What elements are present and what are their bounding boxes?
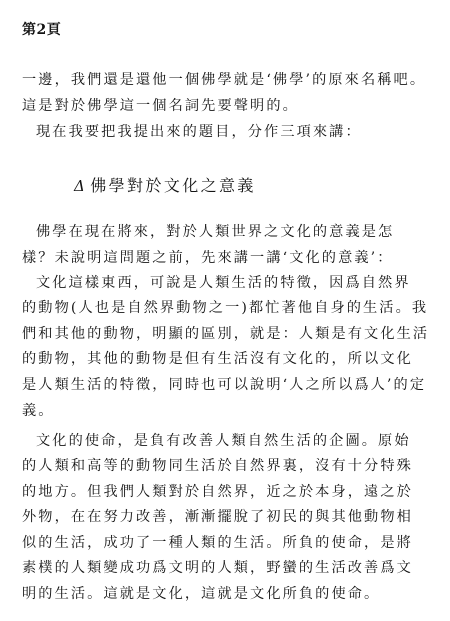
paragraph-2-line-6: 義。 bbox=[22, 403, 55, 419]
paragraph-3-line-6: 素樸的人類變成功爲文明的人類，野蠻的生活改善爲文 bbox=[22, 560, 413, 576]
paragraph-3-line-2: 的人類和高等的動物同生活於自然界裏，沒有十分特殊 bbox=[22, 458, 413, 474]
paragraph-3-line-7: 明的生活。這就是文化，這就是文化所負的使命。 bbox=[22, 586, 381, 602]
paragraph-2-line-3: 們和其他的動物，明顯的區別，就是：人類是有文化生活 bbox=[22, 326, 430, 342]
paragraph-2-line-2: 的動物(人也是自然界動物之一)都忙著他自身的生活。我 bbox=[22, 300, 429, 316]
paragraph-3-line-4: 外物，在在努力改善，漸漸擺脫了初民的與其他動物相 bbox=[22, 509, 413, 525]
section-heading bbox=[74, 173, 256, 196]
paragraph-2-line-1: 文化這樣東西，可說是人類生活的特徵，因爲自然界 bbox=[36, 275, 411, 291]
paragraph-3-line-3: 的地方。但我們人類對於自然界，近之於本身，遠之於 bbox=[22, 484, 413, 500]
intro-line-2: 這是對於佛學這一個名詞先要聲明的。 bbox=[22, 98, 299, 114]
paragraph-1-line-2: 樣？未說明這問題之前，先來講一講‘文化的意義’： bbox=[22, 250, 394, 266]
paragraph-1-line-1: 佛學在現在將來，對於人類世界之文化的意義是怎 bbox=[36, 224, 395, 240]
paragraph-3-line-5: 似的生活，成功了一種人類的生活。所負的使命，是將 bbox=[22, 535, 413, 551]
paragraph-2-line-5: 是人類生活的特徵，同時也可以說明‘人之所以爲人’的定 bbox=[22, 377, 427, 393]
section-title: 佛學對於文化之意義 bbox=[90, 176, 256, 195]
intro-line-1: 一邊，我們還是還他一個佛學就是‘佛學’的原來名稱吧。 bbox=[22, 72, 427, 88]
intro-line-3: 現在我要把我提出來的題目，分作三項來講： bbox=[36, 124, 362, 140]
page-label: 第2頁 bbox=[22, 22, 62, 38]
paragraph-3-line-1: 文化的使命，是負有改善人類自然生活的企圖。原始 bbox=[36, 433, 411, 449]
paragraph-2-line-4: 的動物，其他的動物是但有生活沒有文化的，所以文化 bbox=[22, 351, 413, 367]
delta-marker: Δ bbox=[74, 177, 88, 195]
